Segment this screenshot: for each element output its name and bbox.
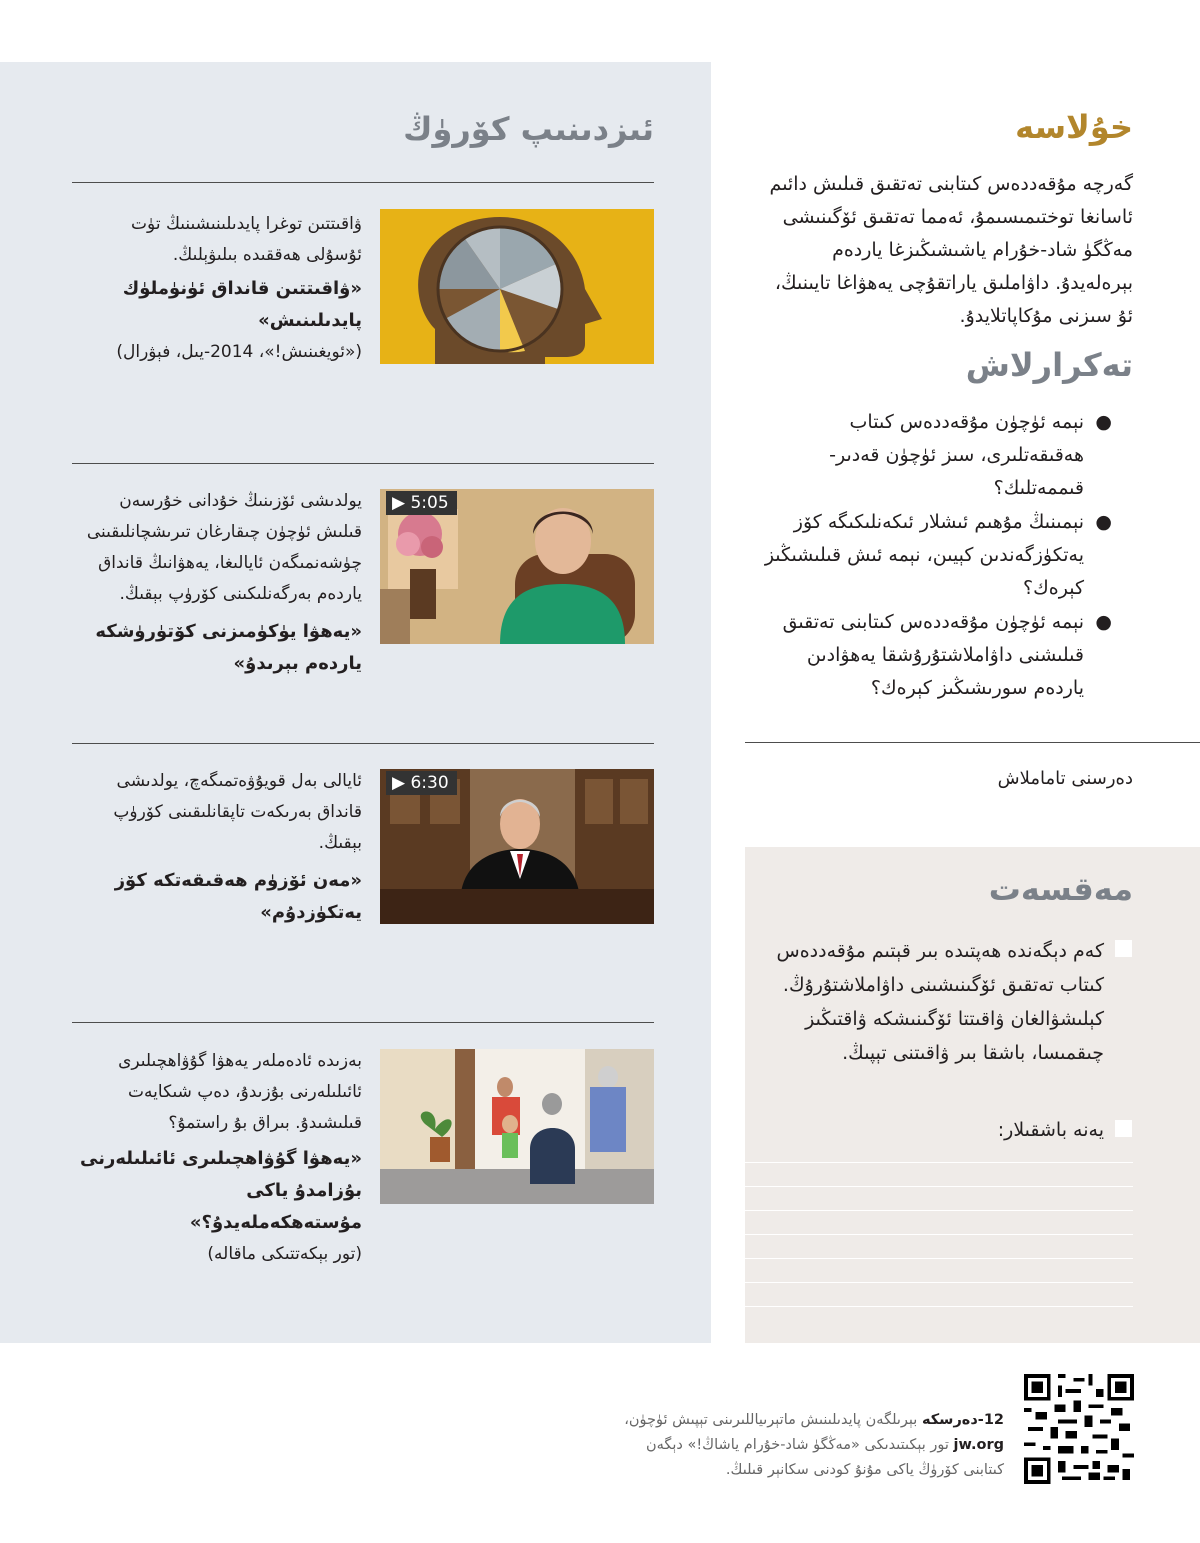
review-question: [762, 606, 1112, 705]
explore-item-3: [72, 766, 362, 929]
goal-body: كەم دېگەندە ھەپتىدە بىر قېتىم مۇقەددەس كىتاب تەتقىق ئۆگىنىشىنى داۋاملاشتۇرۇڭ. كېلىشۋالغان ۋاقىتتا ئۆگىنىشكە ۋاقتىڭىز چىقمىسا، باشقا بىر ۋاقىتنى تېپىڭ.: [776, 940, 1104, 1064]
item-title-link[interactable]: «مەن ئۆزۈم ھەقىقەتكە كۆز يەتكۈزدۇم»: [114, 870, 362, 923]
video-duration: 5:05: [410, 493, 449, 513]
write-line[interactable]: [745, 1306, 1133, 1307]
footer-line-2: تور بېكىتىدىكى «مەڭگۈ شاد-خۇرام ياشاڭ!» دېگەن: [645, 1437, 954, 1453]
footer-line-3: كىتابنى كۆرۈڭ ياكى مۇنۇ كودنى سكانېر قىلىڭ.: [725, 1462, 1004, 1478]
goal-checkbox[interactable]: [1115, 940, 1132, 957]
goal-box: [745, 847, 1200, 1343]
site-link[interactable]: jw.org: [953, 1437, 1004, 1453]
item-description: يولدىشى ئۆزىنىڭ خۇدانى خۇرسەن قىلىش ئۈچۈن چىقارغان تىرىشچانلىقىنى چۈشەنمىگەن ئايالىغا، يەھۋانىڭ قانداق ياردەم بەرگەنلىكىنى كۆرۈپ بېقىڭ.: [86, 491, 362, 604]
question-text: نېمە ئۈچۈن مۇقەددەس كىتاب ھەقىقەتلىرى، سىز ئۈچۈن قەدىر-قىممەتلىك؟: [829, 411, 1084, 499]
article-thumbnail-family[interactable]: [380, 1049, 654, 1204]
item-source: («ئويغىنىش!»، 2014-يىل، فېۋرال): [116, 342, 362, 362]
item-description: بەزىدە ئادەملەر يەھۋا گۇۋاھچىلىرى ئائىلىلەرنى بۇزىدۇ، دەپ شىكايەت قىلىشىدۇ. بىراق بۇ راستمۇ؟: [118, 1051, 362, 1133]
divider: [745, 742, 1200, 743]
item-title-link[interactable]: «يەھۋا گۇۋاھچىلىرى ئائىلىلەرنى بۇزامدۇ ياكى مۇستەھكەملەيدۇ؟»: [80, 1148, 362, 1233]
write-line[interactable]: [745, 1186, 1133, 1187]
bullet-icon: ●: [1095, 411, 1112, 433]
article-thumbnail-time[interactable]: [380, 209, 654, 364]
item-title-link[interactable]: «ۋاقىتتىن قانداق ئۈنۈملۈك پايدىلىنىش»: [122, 278, 362, 331]
divider: [72, 743, 654, 744]
footer-line-1: بېرىلگەن پايدىلىنىش ماتېرىياللىرىنى تېپىش ئۈچۈن،: [624, 1412, 922, 1428]
bullet-icon: ●: [1095, 611, 1112, 633]
other-goals-label: يەنە باشقىلار:: [997, 1119, 1104, 1141]
summary-title: خۇلاسە: [1015, 108, 1133, 146]
lesson-number: 12-دەرسكە: [921, 1412, 1004, 1428]
divider: [72, 1022, 654, 1023]
review-title: تەكرارلاش: [965, 346, 1133, 384]
head-clock-illustration: [380, 209, 654, 364]
explore-title: ئىزدىنىپ كۆرۈڭ: [403, 110, 654, 148]
divider: [72, 463, 654, 464]
bullet-icon: ●: [1095, 511, 1112, 533]
other-goals-checkbox[interactable]: [1115, 1120, 1132, 1137]
video-duration-badge: [386, 771, 457, 795]
footer-text: [484, 1408, 1004, 1483]
family-doorway-illustration: [380, 1049, 654, 1204]
review-questions: [762, 406, 1112, 706]
question-text: نېمە ئۈچۈن مۇقەددەس كىتابنى تەتقىق قىلىشنى داۋاملاشتۇرۇشقا يەھۋادىن ياردەم سورىشىڭىز كېرەك؟: [782, 611, 1084, 699]
video-thumbnail-1[interactable]: [380, 489, 654, 644]
item-description: ئايالى بەل قويۇۋەتمىگەچ، يولدىشى قانداق بەرىكەت تاپقانلىقىنى كۆرۈپ بېقىڭ.: [113, 771, 362, 853]
write-line[interactable]: [745, 1282, 1133, 1283]
divider: [72, 182, 654, 183]
item-title-link[interactable]: «يەھۋا يۈكۈمىزنى كۆتۈرۈشكە ياردەم بېرىدۇ»: [95, 621, 362, 674]
goal-title: مەقسەت: [988, 870, 1133, 908]
lesson-complete-label[interactable]: دەرسنى تاماملاش: [997, 768, 1133, 789]
play-icon: ▶: [392, 773, 406, 793]
write-line[interactable]: [745, 1162, 1133, 1163]
write-line[interactable]: [745, 1210, 1133, 1211]
video-thumbnail-2[interactable]: [380, 769, 654, 924]
explore-item-2: [72, 486, 362, 680]
review-question: [762, 406, 1112, 505]
item-source: (تور بېكەتتىكى ماقالە): [207, 1244, 362, 1264]
question-text: نېمىنىڭ مۇھىم ئىشلار ئىكەنلىكىگە كۆز يەتكۈزگەندىن كېيىن، نېمە ئىش قىلىشىڭىز كېرەك؟: [764, 511, 1084, 599]
play-icon: ▶: [392, 493, 406, 513]
video-duration: 6:30: [410, 773, 449, 793]
explore-item-4: [72, 1046, 362, 1270]
write-line[interactable]: [745, 1258, 1133, 1259]
summary-body: گەرچە مۇقەددەس كىتابنى تەتقىق قىلىش دائىم ئاسانغا توختىمىسىمۇ، ئەمما تەتقىق ئۆگىنىشى مەڭگۈ شاد-خۇرام ياشىشىڭىزغا ياردەم بېرەلەيدۇ. داۋاملىق ياراتقۇچى يەھۋاغا تايىنىڭ، ئۇ سىزنى مۇكاپاتلايدۇ.: [769, 173, 1133, 327]
review-question: [762, 506, 1112, 605]
explore-item-1: [72, 209, 362, 368]
item-description: ۋاقىتتىن توغرا پايدىلىنىشىنىڭ تۈت ئۇسۇلى ھەققىدە بىلىۋېلىڭ.: [131, 214, 362, 265]
video-duration-badge: [386, 491, 457, 515]
write-line[interactable]: [745, 1234, 1133, 1235]
qr-code-icon[interactable]: [1024, 1374, 1134, 1484]
